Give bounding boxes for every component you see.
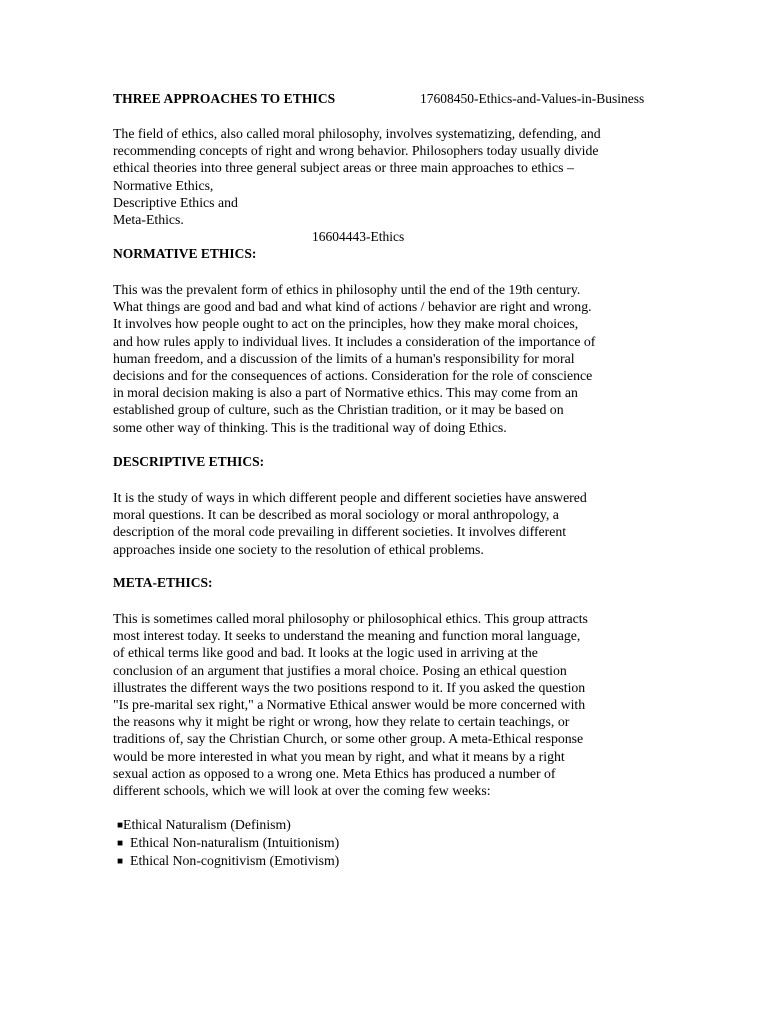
meta-line: would be more interested in what you mean by right, and what it means by a right bbox=[113, 748, 565, 764]
descriptive-line: moral questions. It can be described as moral sociology or moral anthropology, a bbox=[113, 507, 559, 523]
descriptive-line: description of the moral code prevailing in different societies. It involves different bbox=[113, 524, 567, 540]
intro-line: The field of ethics, also called moral philosophy, involves systematizing, defending, and bbox=[113, 126, 601, 141]
document-reference: 17608450-Ethics-and-Values-in-Business bbox=[420, 91, 645, 106]
normative-heading: NORMATIVE ETHICS: bbox=[113, 246, 257, 261]
normative-line: decisions and for the consequences of actions. Consideration for the role of conscience bbox=[113, 368, 593, 384]
bullet-icon: ■ bbox=[117, 838, 124, 850]
intro-line: Descriptive Ethics and bbox=[113, 194, 238, 210]
intro-line: ethical theories into three general subject areas or three main approaches to ethics – bbox=[113, 160, 574, 176]
normative-line: What things are good and bad and what kind of actions / behavior are right and wrong. bbox=[113, 299, 592, 315]
meta-line: "Is pre-marital sex right," a Normative Ethical answer would be more concerned with bbox=[113, 697, 586, 713]
meta-paragraph bbox=[113, 610, 658, 799]
descriptive-paragraph bbox=[113, 489, 658, 558]
normative-line: This was the prevalent form of ethics in philosophy until the end of the 19th century. bbox=[113, 282, 581, 297]
normative-line: and how rules apply to individual lives. It includes a consideration of the importance of bbox=[113, 333, 596, 349]
list-item bbox=[117, 816, 339, 834]
intro-line: Meta-Ethics. bbox=[113, 212, 184, 228]
meta-line: conclusion of an argument that justifies a moral choice. Posing an ethical question bbox=[113, 662, 567, 678]
normative-line: in moral decision making is also a part of Normative ethics. This may come from an bbox=[113, 385, 578, 401]
meta-line: traditions of, say the Christian Church, or some other group. A meta-Ethical response bbox=[113, 731, 584, 747]
meta-line: sexual action as opposed to a wrong one. Meta Ethics has produced a number of bbox=[113, 765, 556, 781]
normative-line: established group of culture, such as the Christian tradition, or it may be based on bbox=[113, 402, 564, 418]
list-item-text: Ethical Naturalism (Definism) bbox=[123, 817, 291, 832]
list-item bbox=[117, 834, 339, 852]
meta-heading: META-ETHICS: bbox=[113, 575, 213, 590]
embedded-reference: 16604443-Ethics bbox=[312, 229, 405, 244]
normative-line: It involves how people ought to act on the principles, how they make moral choices, bbox=[113, 316, 579, 332]
normative-line: human freedom, and a discussion of the limits of a human's responsibility for moral bbox=[113, 350, 575, 366]
bullet-icon: ■ bbox=[117, 820, 124, 831]
descriptive-heading: DESCRIPTIVE ETHICS: bbox=[113, 454, 265, 469]
meta-line: This is sometimes called moral philosophy or philosophical ethics. This group attracts bbox=[113, 611, 588, 626]
intro-line: recommending concepts of right and wrong behavior. Philosophers today usually divide bbox=[113, 143, 599, 159]
meta-line: different schools, which we will look at over the coming few weeks: bbox=[113, 783, 491, 799]
intro-paragraph bbox=[113, 125, 658, 228]
meta-line: of ethical terms like good and bad. It looks at the logic used in arriving at the bbox=[113, 645, 538, 661]
meta-line: illustrates the different ways the two positions respond to it. If you asked the question bbox=[113, 679, 586, 695]
descriptive-line: approaches inside one society to the resolution of ethical problems. bbox=[113, 541, 484, 557]
list-item bbox=[117, 852, 339, 870]
list-item-text: Ethical Non-naturalism (Intuitionism) bbox=[130, 835, 340, 851]
bullet-icon: ■ bbox=[117, 856, 124, 868]
descriptive-line: It is the study of ways in which different people and different societies have answered bbox=[113, 490, 587, 505]
normative-paragraph bbox=[113, 281, 658, 436]
document-title: THREE APPROACHES TO ETHICS bbox=[113, 91, 336, 106]
title-line bbox=[113, 91, 658, 111]
meta-line: the reasons why it might be right or wrong, how they relate to certain teachings, or bbox=[113, 714, 570, 730]
meta-line: most interest today. It seeks to understand the meaning and function moral language, bbox=[113, 628, 581, 644]
normative-line: some other way of thinking. This is the traditional way of doing Ethics. bbox=[113, 419, 507, 435]
bullet-list bbox=[117, 816, 339, 871]
list-item-text: Ethical Non-cognitivism (Emotivism) bbox=[130, 853, 340, 869]
intro-line: Normative Ethics, bbox=[113, 177, 214, 193]
